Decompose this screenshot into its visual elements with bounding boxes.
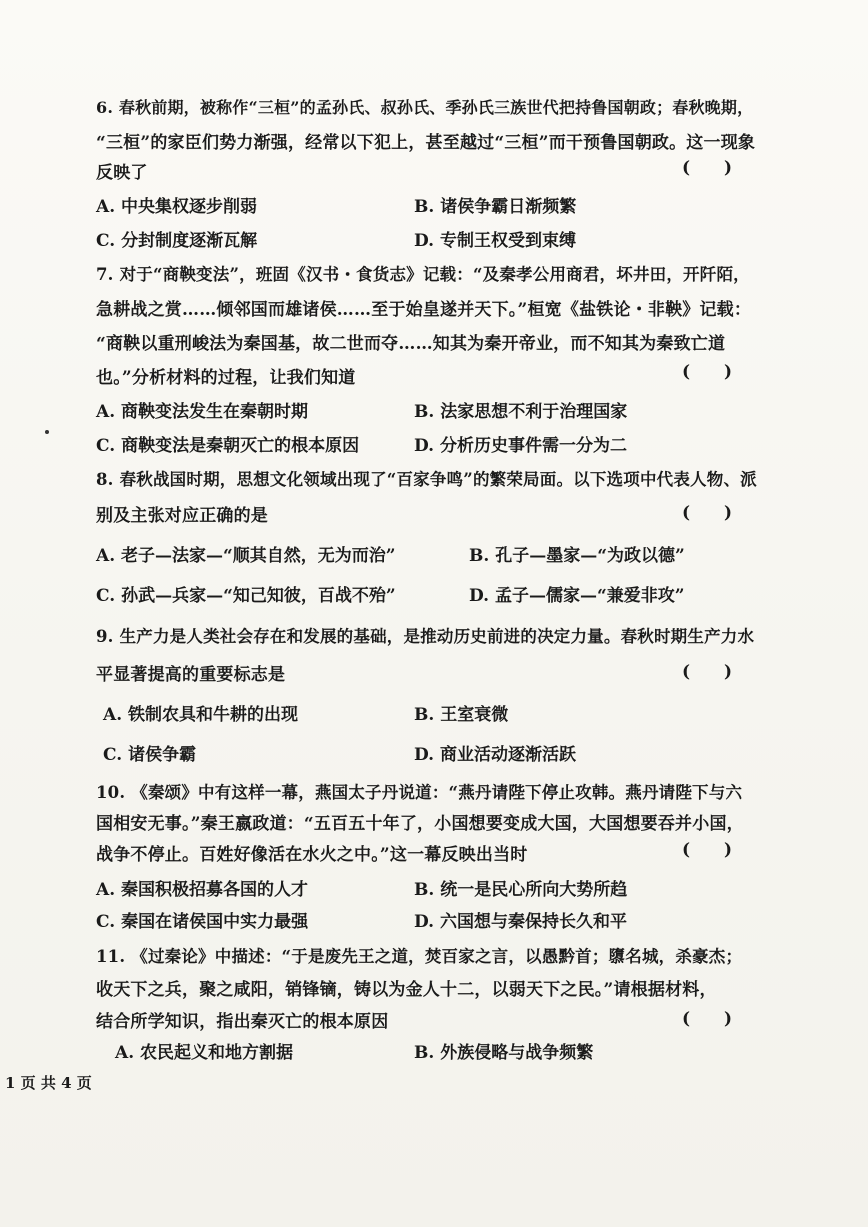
question-10-option-c: C. 秦国在诸侯国中实力最强 (96, 912, 309, 932)
question-6-option-c: C. 分封制度逐渐瓦解 (96, 231, 258, 251)
question-9-option-c: C. 诸侯争霸 (103, 745, 197, 765)
question-10-answer-blank: ( ) (682, 840, 733, 860)
question-9-line-1: 9. 生产力是人类社会存在和发展的基础，是推动历史前进的决定力量。春秋时期生产力水 (96, 627, 755, 646)
question-9-answer-blank: ( ) (682, 662, 733, 682)
question-8-answer-blank: ( ) (682, 503, 733, 523)
question-11-option-a: A. 农民起义和地方割据 (115, 1043, 294, 1063)
question-9-option-d: D. 商业活动逐渐活跃 (414, 745, 576, 765)
question-11-line-3: 结合所学知识，指出秦灭亡的根本原因 (96, 1012, 389, 1032)
question-10-option-a: A. 秦国积极招募各国的人才 (96, 880, 309, 900)
question-11-option-b: B. 外族侵略与战争频繁 (414, 1043, 594, 1063)
question-9-option-b: B. 王室衰微 (414, 705, 509, 725)
question-7-option-b: B. 法家思想不利于治理国家 (414, 402, 628, 422)
question-9-line-2: 平显著提高的重要标志是 (96, 665, 286, 685)
question-11-line-2: 收天下之兵，聚之咸阳，销锋镝，铸以为金人十二，以弱天下之民。”请根据材料， (96, 980, 717, 1000)
question-6-answer-blank: ( ) (682, 158, 733, 178)
question-6-line-1: 6. 春秋前期，被称作“三桓”的孟孙氏、叔孙氏、季孙氏三族世代把持鲁国朝政；春秋晚期， (96, 98, 754, 117)
question-8-option-c: C. 孙武—兵家—“知己知彼，百战不殆” (96, 586, 396, 606)
question-9-option-a: A. 铁制农具和牛耕的出现 (103, 705, 299, 725)
question-11-answer-blank: ( ) (682, 1009, 733, 1029)
question-11-line-1: 11. 《过秦论》中描述：“于是废先王之道，焚百家之言，以愚黔首；隳名城，杀豪杰； (96, 947, 743, 966)
question-8-option-a: A. 老子—法家—“顺其自然，无为而治” (96, 546, 396, 566)
question-7-answer-blank: ( ) (682, 362, 733, 382)
question-7-option-a: A. 商鞅变法发生在秦朝时期 (96, 402, 309, 422)
question-10-line-3: 战争不停止。百姓好像活在水火之中。”这一幕反映出当时 (96, 845, 528, 865)
question-8-line-1: 8. 春秋战国时期，思想文化领域出现了“百家争鸣”的繁荣局面。以下选项中代表人物、派 (96, 470, 757, 489)
question-7-line-3: “商鞅以重刑峻法为秦国基，故二世而夺……知其为秦开帝业，而不知其为秦致亡道 (96, 334, 726, 354)
question-8-option-d: D. 孟子—儒家—“兼爱非攻” (469, 586, 685, 606)
scan-speck (45, 430, 49, 434)
question-8-line-2: 别及主张对应正确的是 (96, 506, 268, 526)
question-6-option-a: A. 中央集权逐步削弱 (96, 197, 258, 217)
question-7-line-1: 7. 对于“商鞅变法”，班固《汉书・食货志》记载：“及秦孝公用商君，坏井田，开阡陌， (96, 265, 750, 284)
question-10-line-2: 国相安无事。”秦王嬴政道：“五百五十年了，小国想要变成大国，大国想要吞并小国， (96, 814, 744, 834)
question-6-line-2: “三桓”的家臣们势力渐强，经常以下犯上，甚至越过“三桓”而干预鲁国朝政。这一现象 (96, 133, 756, 153)
page-number-footer: 1 页 共 4 页 (5, 1074, 92, 1092)
question-10-line-1: 10. 《秦颂》中有这样一幕，燕国太子丹说道：“燕丹请陛下停止攻韩。燕丹请陛下与六 (96, 783, 743, 802)
question-10-option-b: B. 统一是民心所向大势所趋 (414, 880, 628, 900)
question-6-option-b: B. 诸侯争霸日渐频繁 (414, 197, 577, 217)
question-7-option-d: D. 分析历史事件需一分为二 (414, 436, 627, 456)
question-6-option-d: D. 专制王权受到束缚 (414, 231, 576, 251)
question-8-option-b: B. 孔子—墨家—“为政以德” (469, 546, 685, 566)
question-6-line-3: 反映了 (96, 163, 148, 183)
question-7-option-c: C. 商鞅变法是秦朝灭亡的根本原因 (96, 436, 360, 456)
question-10-option-d: D. 六国想与秦保持长久和平 (414, 912, 627, 932)
question-7-line-4: 也。”分析材料的过程，让我们知道 (96, 368, 356, 388)
question-7-line-2: 急耕战之赏……倾邻国而雄诸侯……至于始皇遂并天下。”桓宽《盐铁论・非鞅》记载： (96, 300, 752, 320)
